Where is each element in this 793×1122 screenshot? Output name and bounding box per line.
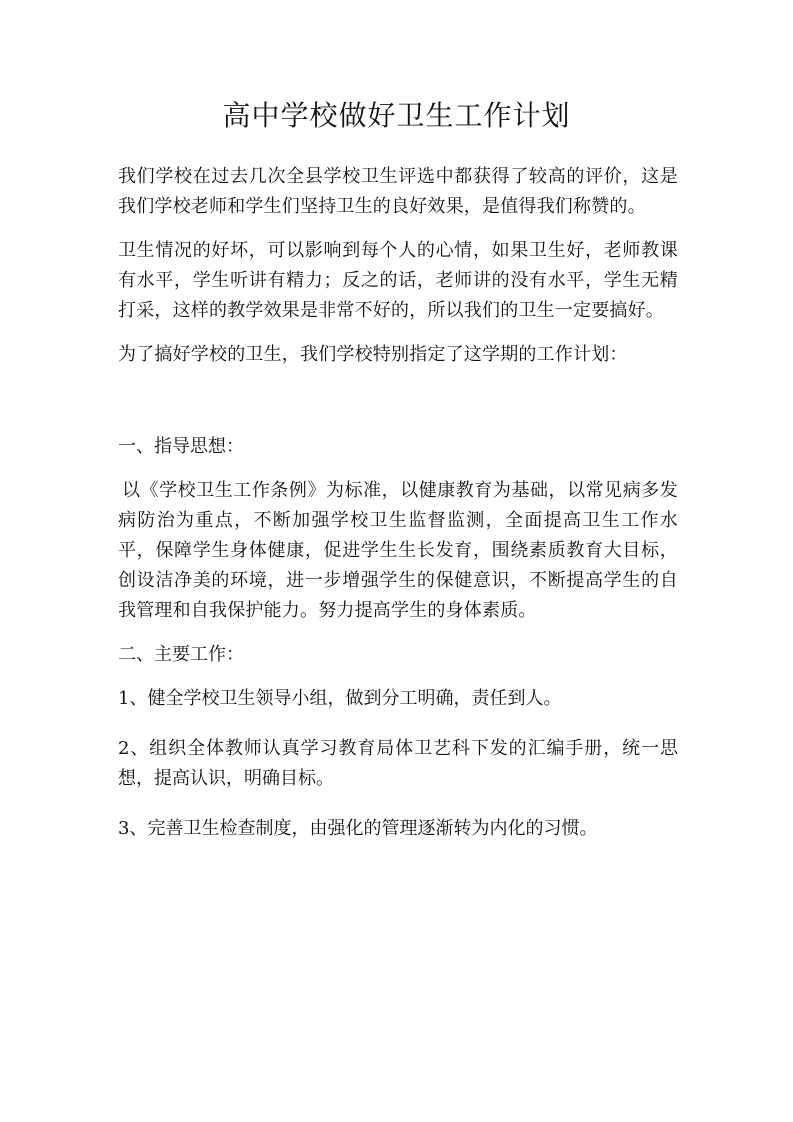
document-body	[118, 162, 678, 864]
blank-line	[118, 384, 678, 432]
intro-paragraph-2: 卫生情况的好坏，可以影响到每个人的心情，如果卫生好，老师教课有水平，学生听讲有精力；反之的话，老师讲的没有水平，学生无精打采，这样的教学效果是非常不好的，所以我们的卫生一定要搞好。	[118, 240, 678, 321]
section-1-heading: 一、指导思想：	[118, 436, 244, 457]
work-item-1: 1、健全学校卫生领导小组，做到分工明确，责任到人。	[118, 688, 562, 709]
section-2-heading: 二、主要工作：	[118, 644, 244, 665]
intro-paragraph-1: 我们学校在过去几次全县学校卫生评选中都获得了较高的评价，这是我们学校老师和学生们坚持卫生的良好效果，是值得我们称赞的。	[118, 166, 678, 217]
work-item-2: 2、组织全体教师认真学习教育局体卫艺科下发的汇编手册，统一思想，提高认识，明确目标。	[118, 738, 678, 789]
section-1-paragraph: 以《学校卫生工作条例》为标准，以健康教育为基础，以常见病多发病防治为重点，不断加强学校卫生监督监测，全面提高卫生工作水平，保障学生身体健康，促进学生生长发育，围绕素质教育大目标，创设洁净美的环境，进一步增强学生的保健意识，不断提高学生的自我管理和自我保护能力。努力提高学生的身体素质。	[118, 480, 678, 621]
intro-paragraph-3: 为了搞好学校的卫生，我们学校特别指定了这学期的工作计划：	[118, 344, 628, 365]
document-title: 高中学校做好卫生工作计划	[222, 99, 571, 132]
work-item-3: 3、完善卫生检查制度，由强化的管理逐渐转为内化的习惯。	[118, 818, 598, 839]
